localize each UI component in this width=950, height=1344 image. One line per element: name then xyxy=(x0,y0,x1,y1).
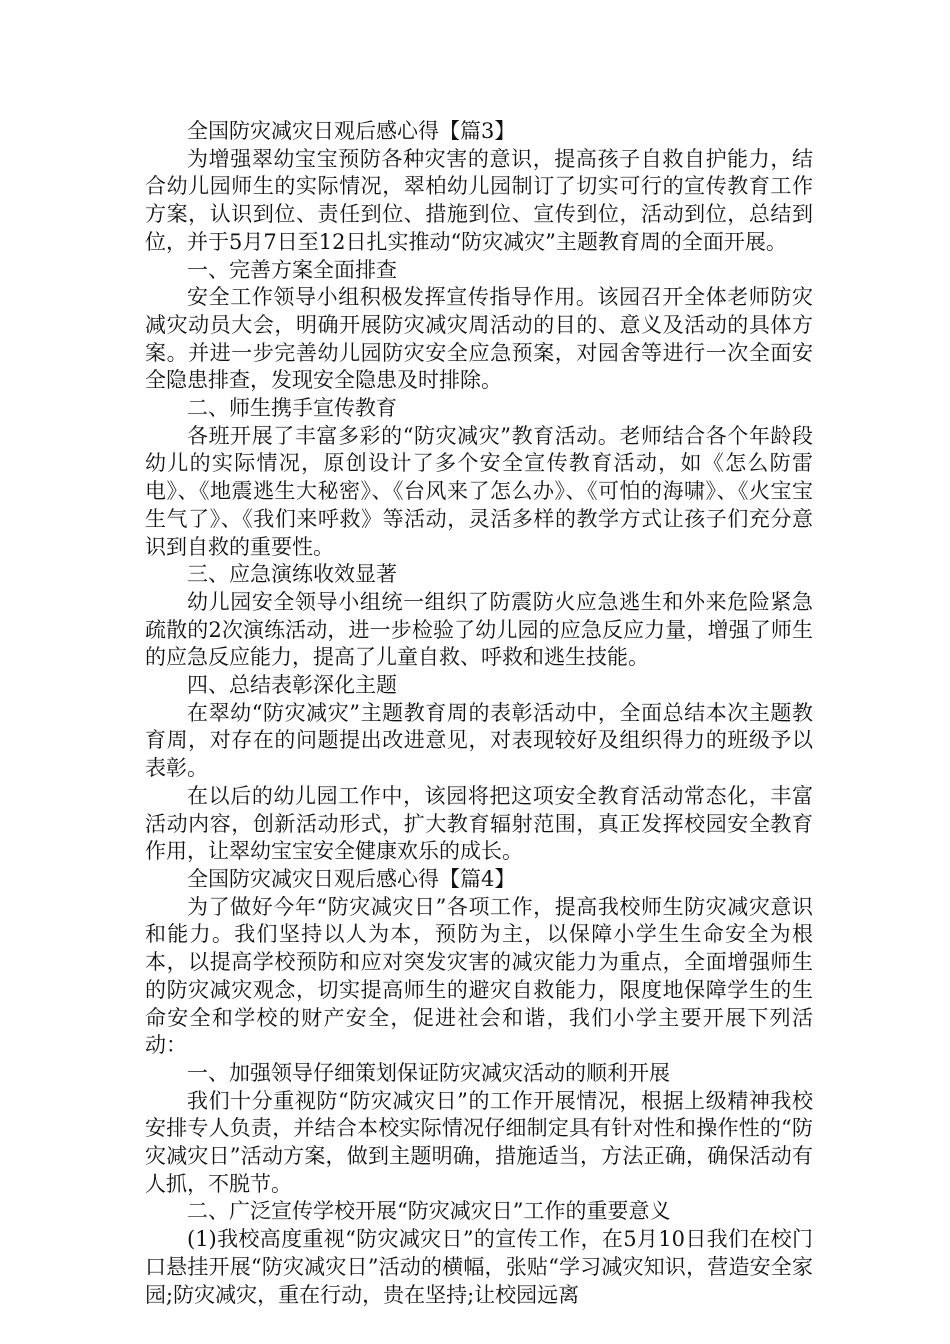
paragraph-body: (1)我校高度重视“防灾减灾日”的宣传工作，在5月10日我们在校门口悬挂开展“防灾减灾日”活动的横幅，张贴“学习减灾知识，营造安全家园;防灾减灾，重在行动，贵在坚持;让校园远离 xyxy=(145,1227,813,1307)
paragraph-body: 安全工作领导小组积极发挥宣传指导作用。该园召开全体老师防灾减灾动员大会，明确开展防灾减灾周活动的目的、意义及活动的具体方案。并进一步完善幼儿园防灾安全应急预案，对园舍等进行一次全面安全隐患排查，发现安全隐患及时排除。 xyxy=(145,285,813,393)
document-page xyxy=(145,118,813,1309)
paragraph-body: 我们十分重视防“防灾减灾日”的工作开展情况，根据上级精神我校安排专人负责，并结合本校实际情况仔细制定具有针对性和操作性的“防灾减灾日”活动方案，做到主题明确，措施适当，方法正确，确保活动有人抓，不脱节。 xyxy=(145,1088,813,1196)
section-heading-1: 一、加强领导仔细策划保证防灾减灾活动的顺利开展 xyxy=(187,1060,670,1085)
paragraph-body: 各班开展了丰富多彩的“防灾减灾”教育活动。老师结合各个年龄段幼儿的实际情况，原创设计了多个安全宣传教育活动，如《怎么防雷电》、《地震逃生大秘密》、《台风来了怎么办》、《可怕的海啸》、《火宝宝生气了》、《我们来呼救》等活动，灵活多样的教学方式让孩子们充分意识到自救的重要性。 xyxy=(145,423,813,559)
paragraph-body: 在以后的幼儿园工作中，该园将把这项安全教育活动常态化，丰富活动内容，创新活动形式，扩大教育辐射范围，真正发挥校园安全教育作用，让翠幼宝宝安全健康欢乐的成长。 xyxy=(145,783,813,864)
paragraph-body: 在翠幼“防灾减灾”主题教育周的表彰活动中，全面总结本次主题教育周，对存在的问题提出改进意见，对表现较好及组织得力的班级予以表彰。 xyxy=(145,700,813,781)
paragraph-intro-part-3: 为增强翠幼宝宝预防各种灾害的意识，提高孩子自救自护能力，结合幼儿园师生的实际情况，翠柏幼儿园制订了切实可行的宣传教育工作方案，认识到位、责任到位、措施到位、宣传到位，活动到位，总结到位，并于5月7日至12日扎实推动“防灾减灾”主题教育周的全面开展。 xyxy=(145,146,813,254)
paragraph-body: 幼儿园安全领导小组统一组织了防震防火应急逃生和外来危险紧急疏散的2次演练活动，进一步检验了幼儿园的应急反应力量，增强了师生的应急反应能力，提高了儿童自救、呼救和逃生技能。 xyxy=(145,589,813,670)
section-heading-3: 三、应急演练收效显著 xyxy=(187,562,397,587)
section-heading-1: 一、完善方案全面排查 xyxy=(187,257,397,282)
section-title-part-4: 全国防灾减灾日观后感心得【篇4】 xyxy=(187,866,516,891)
section-heading-2: 二、师生携手宣传教育 xyxy=(187,396,397,421)
section-heading-4: 四、总结表彰深化主题 xyxy=(187,673,397,698)
paragraph-intro-part-4: 为了做好今年“防灾减灾日”各项工作，提高我校师生防灾减灾意识和能力。我们坚持以人为本，预防为主，以保障小学生生命安全为根本，以提高学校预防和应对突发灾害的减灾能力为重点，全面增强师生的防灾减灾观念，切实提高师生的避灾自救能力，限度地保障学生的生命安全和学校的财产安全，促进社会和谐，我们小学主要开展下列活动： xyxy=(145,894,813,1058)
section-title-part-3: 全国防灾减灾日观后感心得【篇3】 xyxy=(187,119,516,143)
section-heading-2: 二、广泛宣传学校开展“防灾减灾日”工作的重要意义 xyxy=(187,1199,671,1224)
